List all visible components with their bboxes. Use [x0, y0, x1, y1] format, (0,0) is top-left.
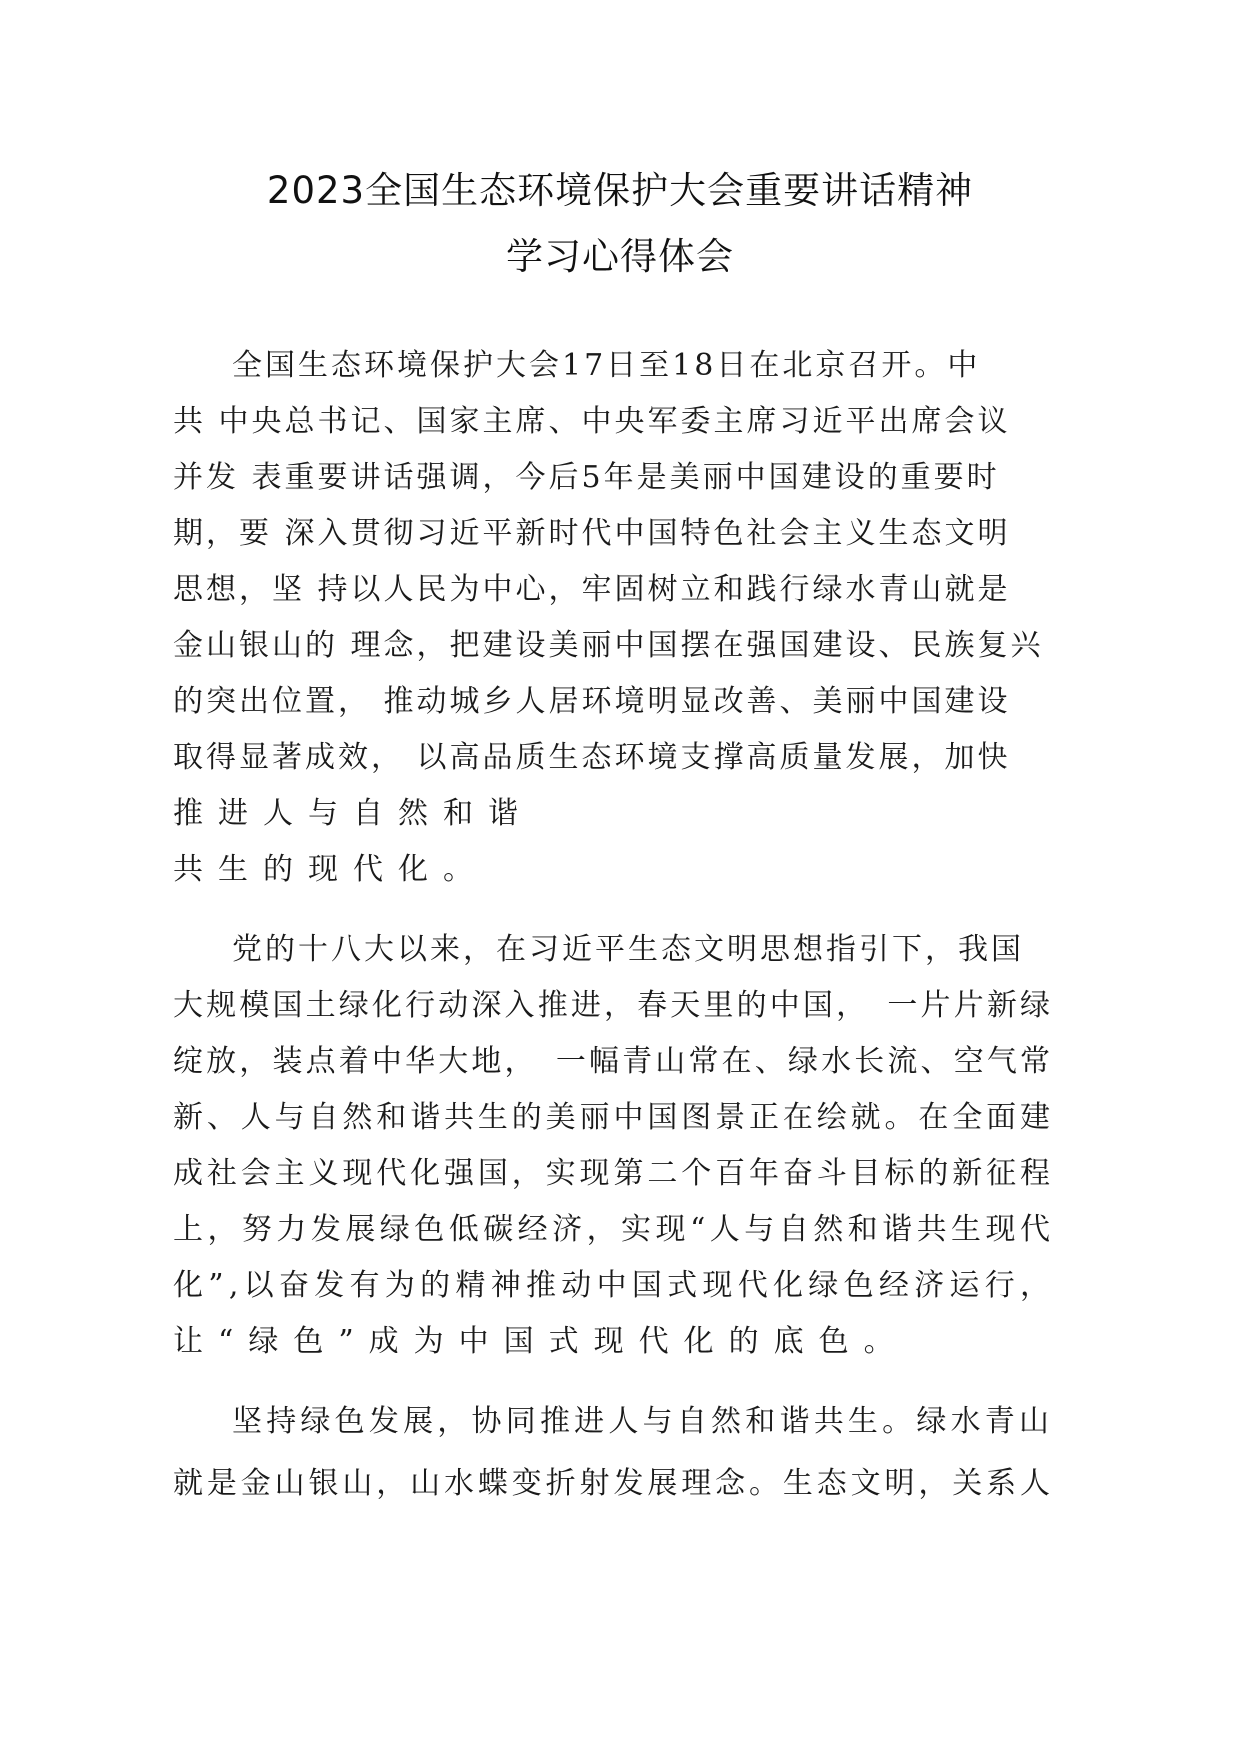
text-line: 就是金山银山，山水蝶变折射发展理念。生态文明，关系人: [173, 1466, 1054, 1501]
text-line: 全国生态环境保护大会17日至18日在北京召开。中: [232, 348, 981, 383]
document-title-line-2: 学习心得体会: [506, 235, 734, 278]
text-line: 化”,以奋发有为的精神推动中国式现代化绿色经济运行，: [173, 1268, 1056, 1303]
text-line: 共 中央总书记、国家主席、中央军委主席习近平出席会议: [173, 404, 1011, 439]
text-line: 期，要 深入贯彻习近平新时代中国特色社会主义生态文明: [173, 516, 1011, 551]
text-line: 新、人与自然和谐共生的美丽中国图景正在绘就。在全面建: [173, 1100, 1054, 1135]
text-line: 的突出位置， 推动城乡人居环境明显改善、美丽中国建设: [173, 684, 1011, 719]
text-line: 党的十八大以来，在习近平生态文明思想指引下，我国: [232, 932, 1024, 967]
text-line: 并发 表重要讲话强调，今后5年是美丽中国建设的重要时: [173, 460, 1000, 495]
text-line: 取得显著成效， 以高品质生态环境支撑高质量发展，加快: [173, 740, 1011, 775]
text-line: 金山银山的 理念，把建设美丽中国摆在强国建设、民族复兴: [173, 628, 1044, 663]
text-line: 大规模国土绿化行动深入推进，春天里的中国， 一片片新绿: [173, 988, 1054, 1023]
text-line: 坚持绿色发展，协同推进人与自然和谐共生。绿水青山: [232, 1404, 1054, 1439]
document-title-line-1: 2023全国生态环境保护大会重要讲话精神: [266, 169, 974, 212]
text-line: 思想，坚 持以人民为中心，牢固树立和践行绿水青山就是: [173, 572, 1011, 607]
text-line: 推进人与自然和谐: [173, 796, 533, 831]
text-line: 上，努力发展绿色低碳经济，实现“人与自然和谐共生现代: [173, 1212, 1055, 1247]
text-line: 成社会主义现代化强国，实现第二个百年奋斗目标的新征程: [173, 1156, 1054, 1191]
text-line: 共生的现代化。: [173, 852, 488, 887]
text-line: 绽放，装点着中华大地， 一幅青山常在、绿水长流、空气常: [173, 1044, 1054, 1079]
text-line: 让“绿色”成为中国式现代化的底色。: [173, 1324, 909, 1359]
